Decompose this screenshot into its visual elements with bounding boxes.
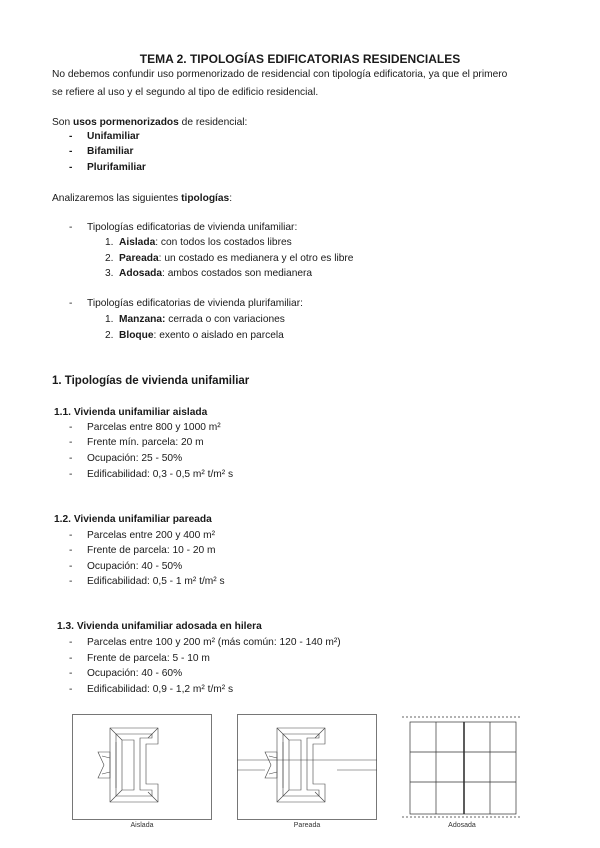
caption-aislada: Aislada bbox=[130, 822, 154, 829]
caption-adosada: Adosada bbox=[448, 822, 476, 829]
uso-item: - Unifamiliar bbox=[69, 131, 140, 142]
usos-pre: Son bbox=[52, 117, 73, 128]
group-pluri-label: - Tipologías edificatorias de vivienda plurifamiliar: bbox=[69, 298, 303, 309]
usos-sentence bbox=[52, 117, 247, 128]
figure-pareada bbox=[237, 714, 377, 820]
pluri-item: 1. Manzana: cerrada o con variaciones bbox=[105, 314, 285, 325]
section-1-heading: 1. Tipologías de vivienda unifamiliar bbox=[52, 375, 250, 387]
s12-heading: 1.2. Vivienda unifamiliar pareada bbox=[54, 514, 212, 525]
uso-item: - Plurifamiliar bbox=[69, 162, 146, 173]
uso-item: - Bifamiliar bbox=[69, 146, 134, 157]
intro-line-1: No debemos confundir uso pormenorizado de residencial con tipología edificatoria, ya que el primero bbox=[52, 69, 508, 80]
s13-item: - Ocupación: 40 - 60% bbox=[69, 668, 183, 679]
intro-line-2: se refiere al uso y el segundo al tipo de edificio residencial. bbox=[52, 87, 319, 98]
figure-adosada bbox=[402, 714, 522, 820]
caption-pareada: Pareada bbox=[293, 822, 321, 829]
s13-item: - Frente de parcela: 5 - 10 m bbox=[69, 653, 210, 664]
usos-bold: usos pormenorizados bbox=[72, 117, 179, 128]
s12-item: - Ocupación: 40 - 50% bbox=[69, 561, 183, 572]
s11-item: - Ocupación: 25 - 50% bbox=[69, 453, 183, 464]
analizaremos-sentence: Analizaremos las siguientes tipologías: bbox=[52, 193, 233, 204]
page-title: TEMA 2. TIPOLOGÍAS EDIFICATORIAS RESIDENCIALES bbox=[139, 52, 461, 66]
s13-heading: 1.3. Vivienda unifamiliar adosada en hilera bbox=[57, 621, 262, 632]
group-uni-label: - Tipologías edificatorias de vivienda unifamiliar: bbox=[69, 222, 298, 233]
uni-item: 3. Adosada: ambos costados son medianera bbox=[105, 268, 313, 279]
s11-item: - Frente mín. parcela: 20 m bbox=[69, 437, 204, 448]
usos-post: de residencial: bbox=[178, 117, 248, 128]
s12-item: - Frente de parcela: 10 - 20 m bbox=[69, 545, 216, 556]
uni-item: 2. Pareada: un costado es medianera y el otro es libre bbox=[105, 253, 354, 264]
s11-item: - Edificabilidad: 0,3 - 0,5 m² t/m² s bbox=[69, 469, 234, 480]
pluri-item: 2. Bloque: exento o aislado en parcela bbox=[105, 330, 284, 341]
s11-heading: 1.1. Vivienda unifamiliar aislada bbox=[54, 407, 208, 418]
s13-item: - Edificabilidad: 0,9 - 1,2 m² t/m² s bbox=[69, 684, 234, 695]
figure-aislada bbox=[72, 714, 212, 820]
s12-item: - Edificabilidad: 0,5 - 1 m² t/m² s bbox=[69, 576, 225, 587]
s12-item: - Parcelas entre 200 y 400 m² bbox=[69, 530, 215, 541]
s11-item: - Parcelas entre 800 y 1000 m² bbox=[69, 422, 221, 433]
uni-item: 1. Aislada: con todos los costados libres bbox=[105, 237, 292, 248]
s13-item: - Parcelas entre 100 y 200 m² (más común: 120 - 140 m²) bbox=[69, 637, 341, 648]
